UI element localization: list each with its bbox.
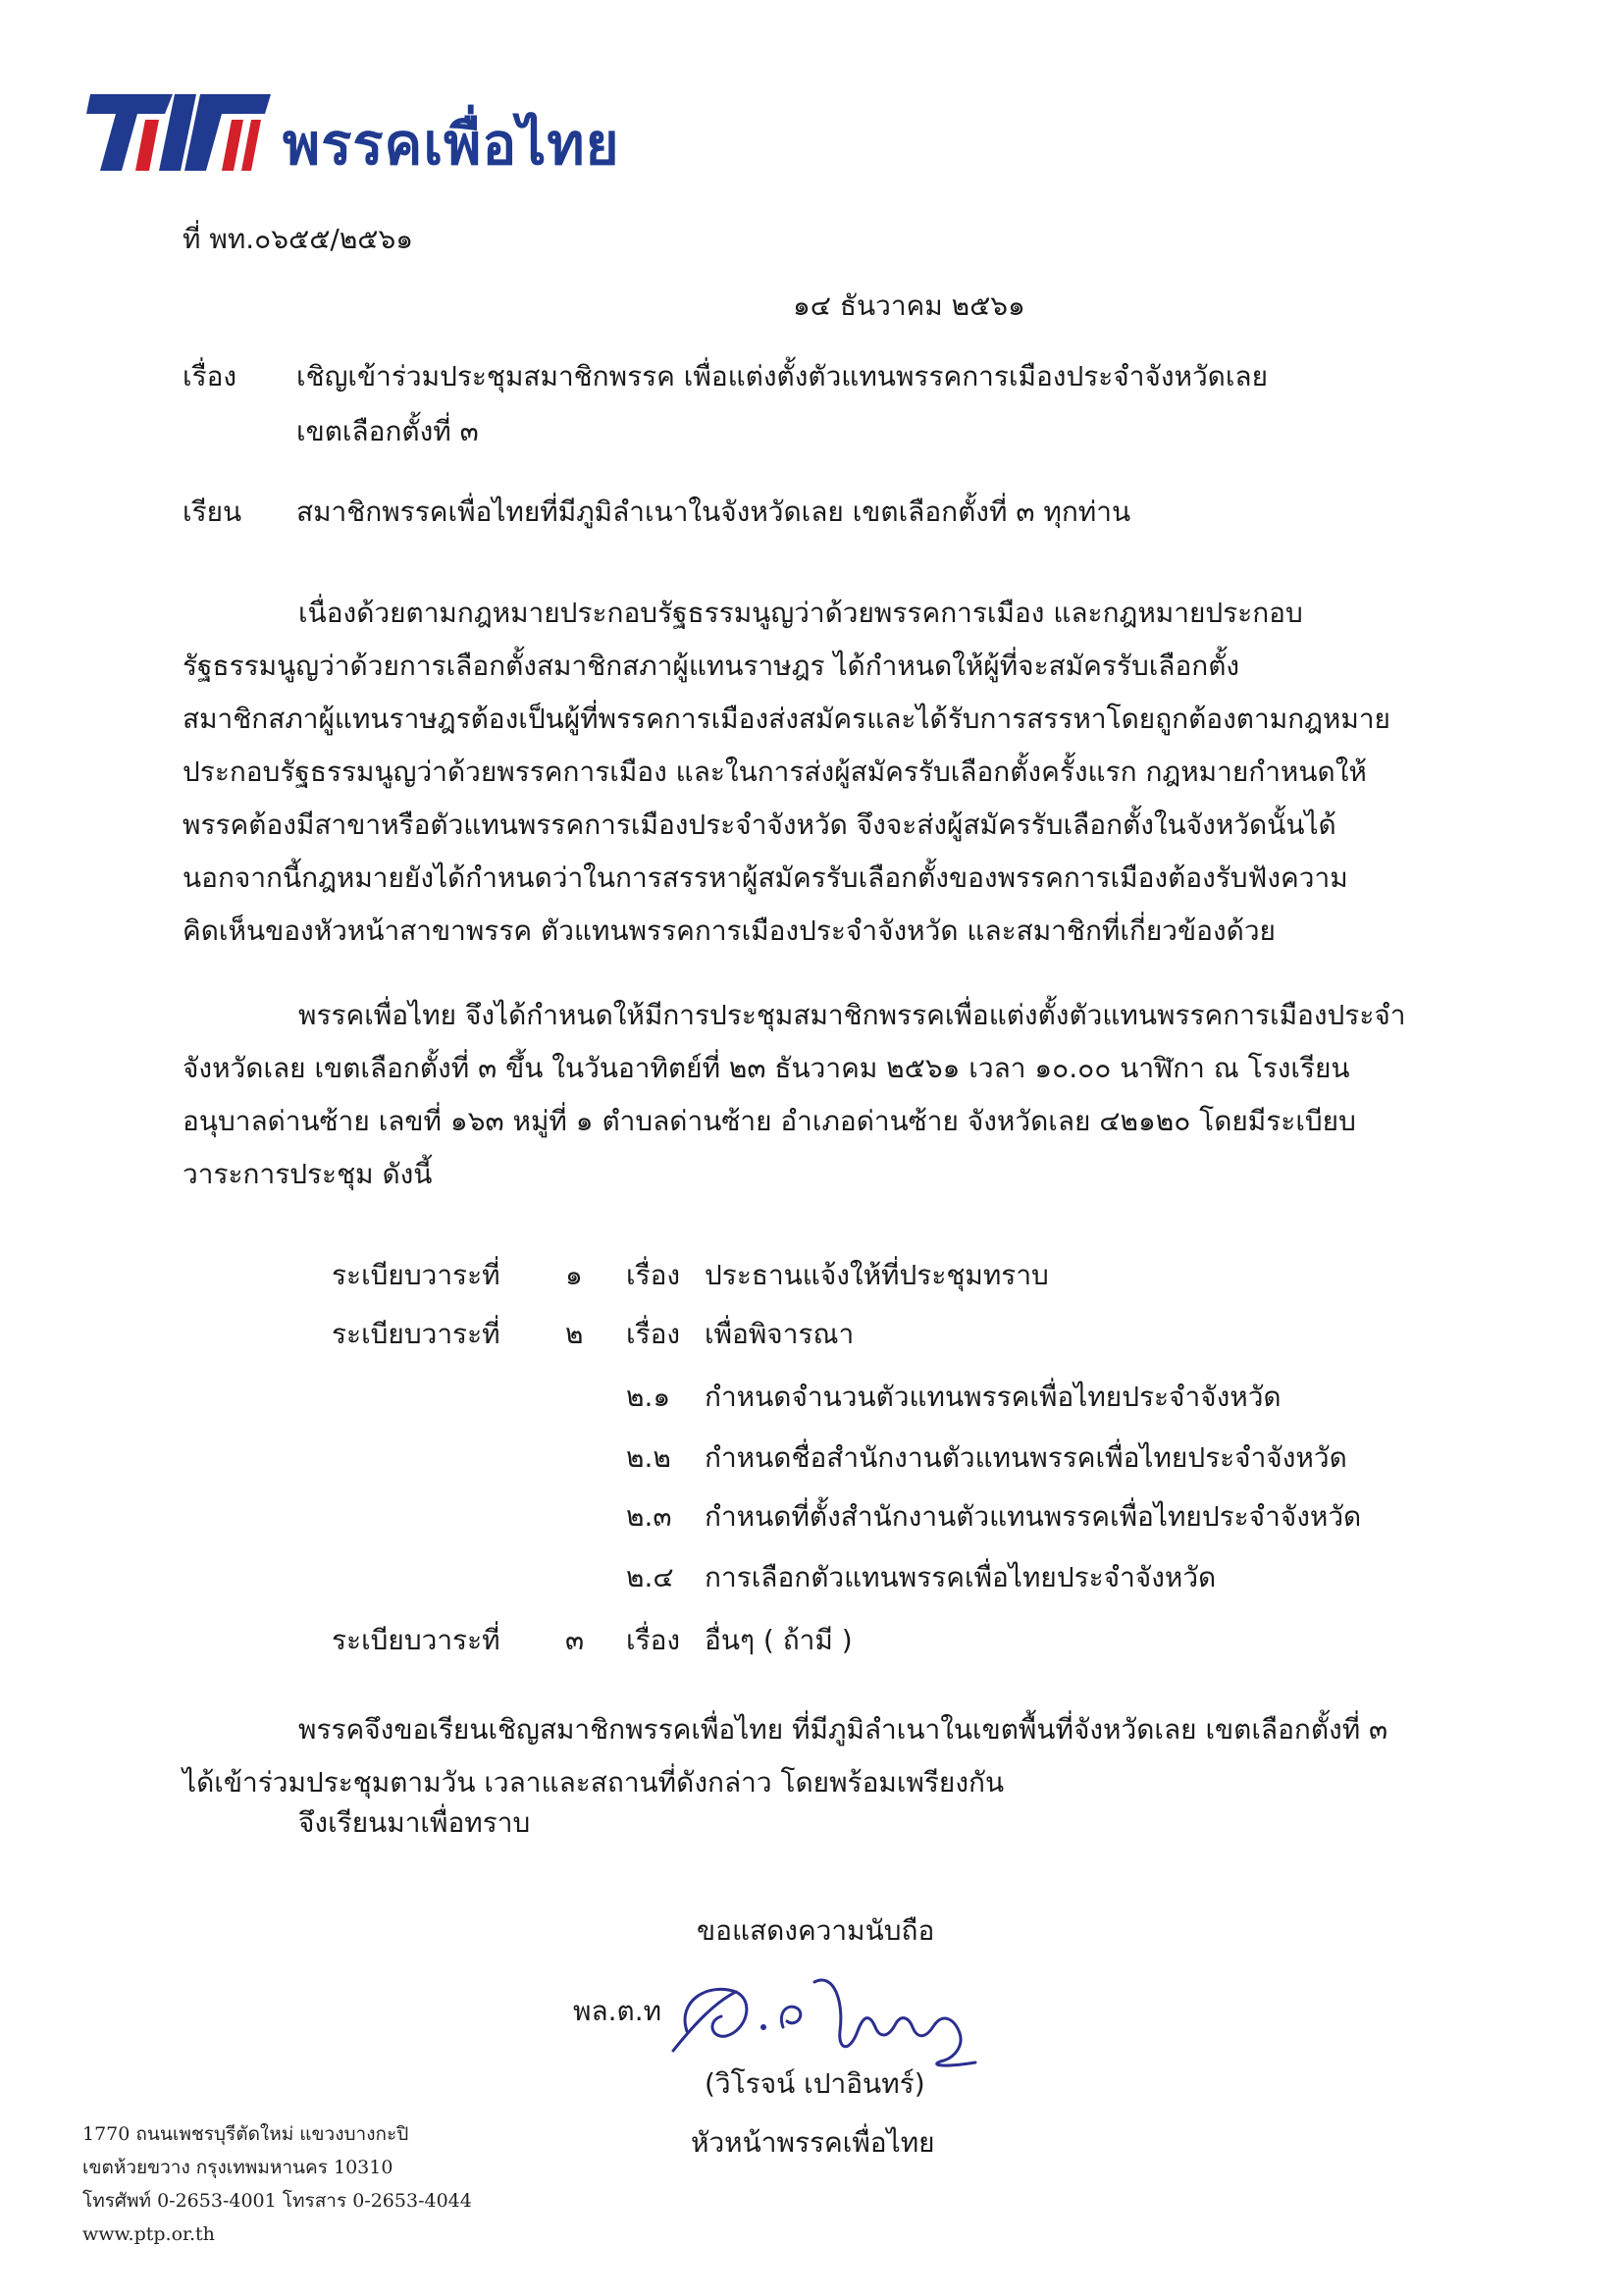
reference-number: ที่ พท.๐๖๕๕/๒๕๖๑ (183, 223, 414, 255)
recipient-text: สมาชิกพรรคเพื่อไทยที่มีภูมิลำเนาในจังหวัดเลย เขตเลือกตั้งที่ ๓ ทุกท่าน (296, 496, 1131, 528)
agenda-topic-label: เรื่อง (626, 1624, 681, 1656)
signature-salutation: ขอแสดงความนับถือ (697, 1914, 935, 1947)
paragraph-line: เนื่องด้วยตามกฎหมายประกอบรัฐธรรมนูญว่าด้วยพรรคการเมือง และกฎหมายประกอบ (298, 597, 1303, 629)
paragraph-line: รัฐธรรมนูญว่าด้วยการเลือกตั้งสมาชิกสภาผู้แทนราษฎร ได้กำหนดให้ผู้ที่จะสมัครรับเลือกตั้ง (183, 650, 1240, 682)
signature-rank: พล.ต.ท (573, 1995, 662, 2027)
agenda-topic: อื่นๆ ( ถ้ามี ) (705, 1624, 853, 1656)
subject-line-2: เขตเลือกตั้งที่ ๓ (296, 415, 479, 447)
address-line: 1770 ถนนเพชรบุรีตัดใหม่ แขวงบางกะปิ (82, 2123, 409, 2145)
agenda-number: ๓ (565, 1624, 585, 1656)
agenda-label: ระเบียบวาระที่ (332, 1624, 500, 1656)
paragraph-line: ได้เข้าร่วมประชุมตามวัน เวลาและสถานที่ดังกล่าว โดยพร้อมเพรียงกัน (183, 1766, 1005, 1799)
agenda-number: ๒ (565, 1318, 584, 1350)
sub-item-text: กำหนดชื่อสำนักงานตัวแทนพรรคเพื่อไทยประจำจังหวัด (705, 1441, 1347, 1474)
body-paragraph-3 (183, 1703, 1387, 1809)
paragraph-line: พรรคเพื่อไทย จึงได้กำหนดให้มีการประชุมสมาชิกพรรคเพื่อแต่งตั้งตัวแทนพรรคการเมืองประจำ (298, 999, 1406, 1031)
party-logo (84, 84, 277, 173)
address-line: เขตห้วยขวาง กรุงเทพมหานคร 10310 (82, 2157, 393, 2178)
letter-date: ๑๔ ธันวาคม ๒๕๖๑ (793, 289, 1025, 322)
agenda-topic: ประธานแจ้งให้ที่ประชุมทราบ (705, 1259, 1049, 1291)
handwritten-signature (667, 1962, 991, 2080)
paragraph-line: พรรคจึงขอเรียนเชิญสมาชิกพรรคเพื่อไทย ที่มีภูมิลำเนาในเขตพื้นที่จังหวัดเลย เขตเลือกตั้งที่ ๓ (298, 1713, 1388, 1746)
agenda-topic: เพื่อพิจารณา (705, 1318, 855, 1350)
paragraph-line: ประกอบรัฐธรรมนูญว่าด้วยพรรคการเมือง และในการส่งผู้สมัครรับเลือกตั้งครั้งแรก กฎหมายกำหนดให้ (183, 756, 1367, 788)
sub-item-number: ๒.๑ (626, 1381, 671, 1413)
subject-line-1: เชิญเข้าร่วมประชุมสมาชิกพรรค เพื่อแต่งตั้งตัวแทนพรรคการเมืองประจำจังหวัดเลย (296, 360, 1268, 392)
agenda-label: ระเบียบวาระที่ (332, 1318, 500, 1350)
signatory-name: (วิโรจน์ เปาอินทร์) (705, 2067, 925, 2100)
phone-fax: โทรศัพท์ 0-2653-4001 โทรสาร 0-2653-4044 (82, 2190, 472, 2212)
agenda-number: ๑ (565, 1259, 583, 1291)
agenda-topic-label: เรื่อง (626, 1318, 681, 1350)
footer-address (82, 2117, 472, 2251)
sub-item-number: ๒.๓ (626, 1500, 672, 1533)
paragraph-line: สมาชิกสภาผู้แทนราษฎรต้องเป็นผู้ที่พรรคการเมืองส่งสมัครและได้รับการสรรหาโดยถูกต้องตามกฎหมาย (183, 703, 1390, 735)
paragraph-line: พรรคต้องมีสาขาหรือตัวแทนพรรคการเมืองประจำจังหวัด จึงจะส่งผู้สมัครรับเลือกตั้งในจังหวัดนั้นได้ (183, 809, 1336, 841)
signatory-position: หัวหน้าพรรคเพื่อไทย (691, 2126, 935, 2159)
paragraph-line: วาระการประชุม ดังนี้ (183, 1158, 433, 1190)
sub-item-number: ๒.๒ (626, 1441, 671, 1474)
sub-item-text: การเลือกตัวแทนพรรคเพื่อไทยประจำจังหวัด (705, 1561, 1217, 1593)
paragraph-line: คิดเห็นของหัวหน้าสาขาพรรค ตัวแทนพรรคการเมืองประจำจังหวัด และสมาชิกที่เกี่ยวข้องด้วย (183, 914, 1276, 947)
subject-label: เรื่อง (183, 360, 237, 392)
sub-item-number: ๒.๔ (626, 1561, 674, 1593)
agenda-topic-label: เรื่อง (626, 1259, 681, 1291)
sub-item-text: กำหนดจำนวนตัวแทนพรรคเพื่อไทยประจำจังหวัด (705, 1381, 1282, 1413)
party-name: พรรคเพื่อไทย (283, 111, 620, 178)
body-paragraph-2 (183, 989, 1406, 1201)
paragraph-line: นอกจากนี้กฎหมายยังได้กำหนดว่าในการสรรหาผู้สมัครรับเลือกตั้งของพรรคการเมืองต้องรับฟังความ (183, 861, 1348, 894)
recipient-label: เรียน (183, 496, 242, 528)
paragraph-line: อนุบาลด่านซ้าย เลขที่ ๑๖๓ หมู่ที่ ๑ ตำบลด่านซ้าย อำเภอด่านซ้าย จังหวัดเลย ๔๒๑๒๐ โดยมีระเบียบ (183, 1105, 1356, 1137)
sub-item-text: กำหนดที่ตั้งสำนักงานตัวแทนพรรคเพื่อไทยประจำจังหวัด (705, 1500, 1362, 1533)
paragraph-line: จังหวัดเลย เขตเลือกตั้งที่ ๓ ขึ้น ในวันอาทิตย์ที่ ๒๓ ธันวาคม ๒๕๖๑ เวลา ๑๐.๐๐ นาฬิกา ณ โรงเรียน (183, 1052, 1350, 1084)
closing-line: จึงเรียนมาเพื่อทราบ (298, 1806, 531, 1839)
website: www.ptp.or.th (82, 2223, 215, 2245)
body-paragraph-1 (183, 587, 1390, 958)
agenda-label: ระเบียบวาระที่ (332, 1259, 500, 1291)
